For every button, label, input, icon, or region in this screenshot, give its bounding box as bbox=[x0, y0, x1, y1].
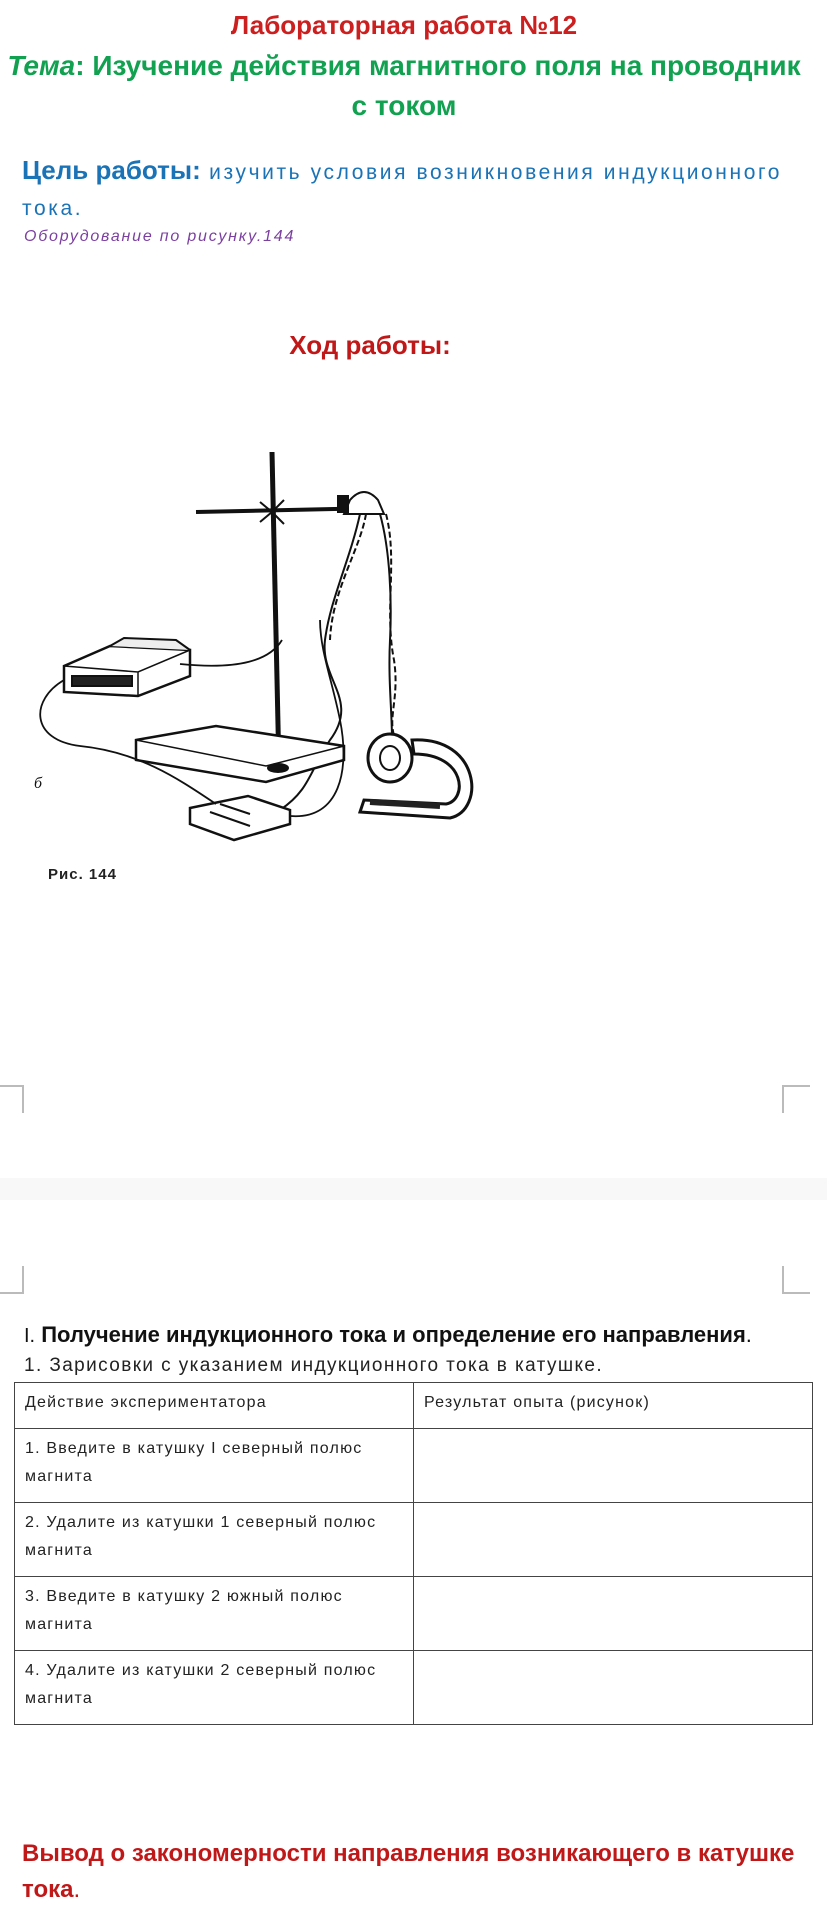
table-row bbox=[15, 1429, 813, 1503]
section-number: I. bbox=[24, 1325, 36, 1347]
table-row bbox=[15, 1651, 813, 1725]
page-corner-mark bbox=[782, 1266, 810, 1294]
figure-caption: Рис. 144 bbox=[48, 866, 117, 883]
result-cell[interactable] bbox=[414, 1651, 813, 1725]
section-title: Получение индукционного тока и определение его направления bbox=[35, 1322, 746, 1347]
topic-label: Тема bbox=[7, 50, 76, 81]
result-cell[interactable] bbox=[414, 1429, 813, 1503]
action-cell: 1. Введите в катушку I северный полюс магнита bbox=[15, 1429, 414, 1503]
topic bbox=[0, 46, 808, 126]
lab-title: Лабораторная работа №12 bbox=[230, 10, 578, 40]
progress-heading: Ход работы: bbox=[289, 330, 451, 360]
table-row bbox=[15, 1503, 813, 1577]
switch bbox=[190, 796, 290, 840]
table-header-cell: Результат опыта (рисунок) bbox=[414, 1383, 813, 1429]
wire-holder bbox=[344, 492, 384, 514]
goal bbox=[22, 152, 802, 227]
page-gap bbox=[0, 1178, 827, 1200]
apparatus-figure bbox=[20, 440, 510, 890]
action-cell: 3. Введите в катушку 2 южный полюс магнита bbox=[15, 1577, 414, 1651]
coil bbox=[368, 734, 412, 782]
conclusion-text: Вывод о закономерности направления возникающего в катушке тока bbox=[22, 1840, 795, 1903]
goal-label: Цель работы: bbox=[22, 155, 201, 185]
table-header-row bbox=[15, 1383, 813, 1429]
conclusion bbox=[22, 1836, 802, 1908]
page-corner-mark bbox=[782, 1085, 810, 1113]
result-cell[interactable] bbox=[414, 1503, 813, 1577]
figure-mark: б bbox=[34, 775, 43, 792]
goal-text: изучить условия возникновения индукционного тока. bbox=[22, 161, 783, 220]
page-corner-mark bbox=[0, 1266, 24, 1294]
stand-rod bbox=[272, 452, 279, 770]
table-row bbox=[15, 1577, 813, 1651]
equipment-note: Оборудование по рисунку.144 bbox=[24, 228, 296, 245]
results-table bbox=[14, 1382, 813, 1725]
section-title-end: . bbox=[745, 1322, 752, 1347]
conclusion-end: . bbox=[73, 1876, 81, 1903]
table-header-cell: Действие экспериментатора bbox=[15, 1383, 414, 1429]
action-cell: 4. Удалите из катушки 2 северный полюс магнита bbox=[15, 1651, 414, 1725]
action-cell: 2. Удалите из катушки 1 северный полюс магнита bbox=[15, 1503, 414, 1577]
sketch-note: 1. Зарисовки с указанием индукционного тока в катушке. bbox=[24, 1355, 604, 1376]
page-corner-mark bbox=[0, 1085, 24, 1113]
topic-text: : Изучение действия магнитного поля на проводник с током bbox=[75, 50, 801, 121]
section-heading bbox=[24, 1322, 752, 1348]
result-cell[interactable] bbox=[414, 1577, 813, 1651]
